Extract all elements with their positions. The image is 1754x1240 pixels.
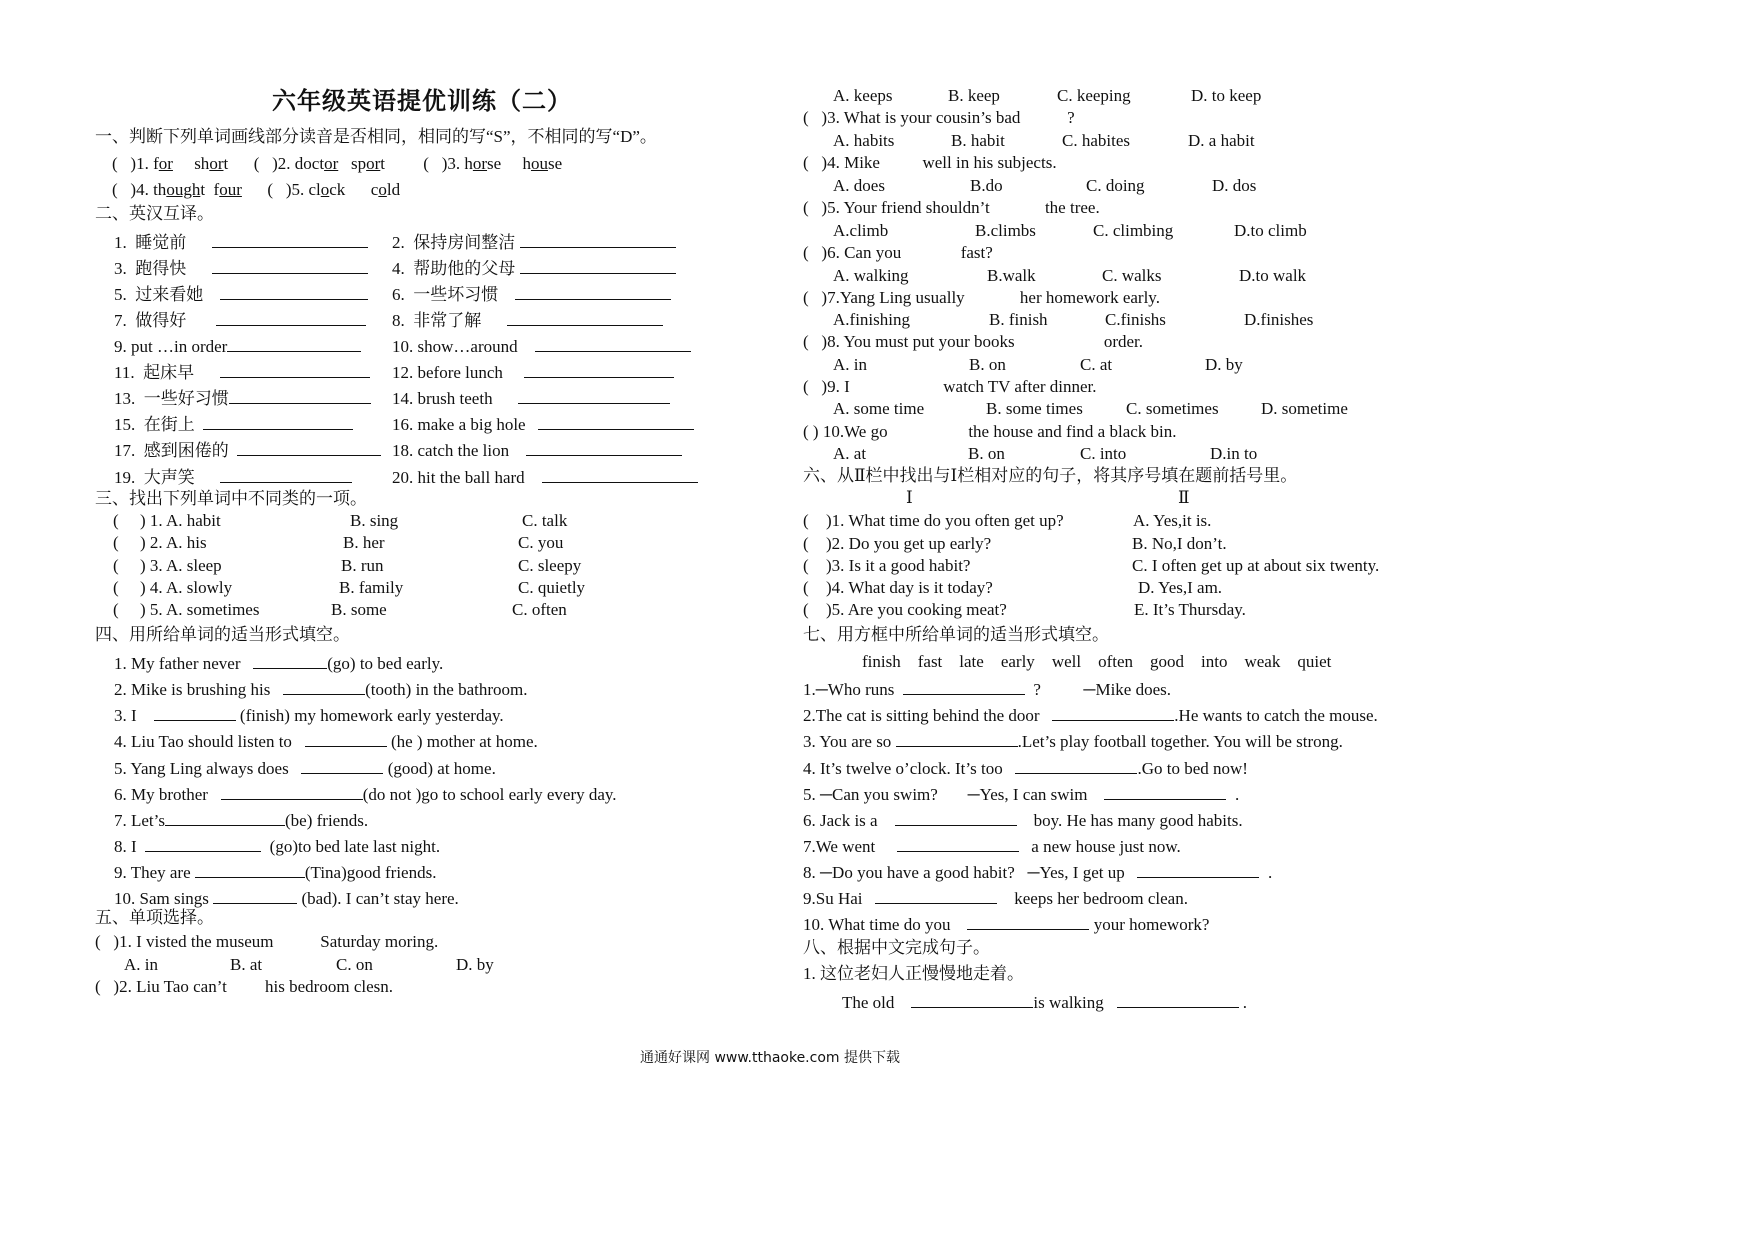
s4-item: 10. Sam sings (bad). I can’t stay here. [114,889,459,908]
s6-paren: ( [803,556,809,575]
s5-q10-opt-a: A. at [833,444,867,463]
s7-item: 5. ─Can you swim? ─Yes, I can swim . [803,785,1240,804]
s5-q3-opt-d: D. a habit [1188,131,1255,150]
s5-q3: ( )3. What is your cousin’s bad ? [803,108,1075,127]
s5-q4-opt-a: A. does [833,176,885,195]
s5-q1-opt-a: A. in [124,955,158,974]
s5-q3-opt-a: A. habits [833,131,895,150]
s6-answer: D. Yes,I am. [1138,578,1223,597]
s5-q4-opt-b: B.do [970,176,1003,195]
s5-q7-opt-a: A.finishing [833,310,910,329]
s5-q5-opt-b: B.climbs [975,221,1036,240]
s5-q2-opt-b: B. keep [948,86,1000,105]
s5-q2-opt-c: C. keeping [1057,86,1131,105]
s2-item: 11. 起床早 [114,361,370,383]
s5-q6-opt-d: D.to walk [1239,266,1307,285]
s6-paren: ( [803,511,809,530]
s5-q4-opt-d: D. dos [1212,176,1257,195]
section-2-heading: 二、英汉互译。 [95,204,214,223]
s5-q8-opt-d: D. by [1205,355,1243,374]
s7-item: 1.─Who runs ? ─Mike does. [803,680,1172,699]
s5-q9-opt-c: C. sometimes [1126,399,1219,418]
s5-q6-opt-b: B.walk [987,266,1036,285]
s4-item: 8. I (go)to bed late last night. [114,837,441,856]
section-1-heading: 一、判断下列单词画线部分读音是否相同，相同的写“S”，不相同的写“D”。 [95,127,657,146]
s8-q1-english: The old is walking . [842,993,1248,1012]
s3-paren: ( [113,556,119,575]
s5-q10-opt-d: D.in to [1210,444,1258,463]
s5-q5-opt-d: D.to climb [1234,221,1307,240]
s5-q2-opt-a: A. keeps [833,86,893,105]
s5-q7-opt-b: B. finish [989,310,1048,329]
s2-item: 19. 大声笑 [114,466,352,488]
s3-option-a: ) 2. A. his [140,533,207,552]
s2-item: 9. put …in order [114,335,361,357]
s7-word-bank: finish fast late early well often good into weak quiet [862,652,1332,671]
s5-q10-opt-c: C. into [1080,444,1127,463]
s6-question: )1. What time do you often get up? [826,511,1064,530]
s4-item: 1. My father never (go) to bed early. [114,654,444,673]
s4-item: 3. I (finish) my homework early yesterday. [114,706,504,725]
s8-q1: 1. 这位老妇人正慢慢地走着。 [803,964,1024,983]
s5-q8-opt-b: B. on [969,355,1006,374]
s6-column-1-label: Ⅰ [906,488,913,507]
s7-item: 8. ─Do you have a good habit? ─Yes, I get up . [803,863,1273,882]
s2-item: 10. show…around [392,335,691,357]
s3-paren: ( [113,600,119,619]
s3-option-c: C. you [518,533,564,552]
s5-q1-opt-c: C. on [336,955,373,974]
s4-item: 2. Mike is brushing his (tooth) in the bathroom. [114,680,528,699]
s3-option-c: C. talk [522,511,568,530]
s6-question: )2. Do you get up early? [826,534,992,553]
s7-item: 10. What time do you your homework? [803,915,1210,934]
s2-item: 17. 感到困倦的 [114,439,381,461]
s5-q6: ( )6. Can you fast? [803,243,993,262]
s5-q8: ( )8. You must put your books order. [803,332,1144,351]
s5-q7-opt-d: D.finishes [1244,310,1314,329]
s2-item: 18. catch the lion [392,439,682,461]
s5-q9-opt-d: D. sometime [1261,399,1348,418]
s5-q6-opt-c: C. walks [1102,266,1162,285]
s6-paren: ( [803,534,809,553]
section-4-heading: 四、用所给单词的适当形式填空。 [95,625,350,644]
s3-option-b: B. family [339,578,404,597]
s5-q1: ( )1. I visted the museum Saturday moring. [95,932,439,951]
s2-item: 12. before lunch [392,361,674,383]
s3-option-b: B. some [331,600,387,619]
s2-item: 20. hit the ball hard [392,466,698,488]
s4-item: 9. They are (Tina)good friends. [114,863,437,882]
section-7-heading: 七、用方框中所给单词的适当形式填空。 [803,625,1109,644]
s3-paren: ( [113,511,119,530]
s5-q1-opt-b: B. at [230,955,263,974]
s1-row-2: ( )4. thought four ( )5. clock cold [112,180,401,199]
s5-q6-opt-a: A. walking [833,266,909,285]
s3-option-b: B. run [341,556,384,575]
s7-item: 3. You are so .Let’s play football together. You will be strong. [803,732,1343,751]
s2-item: 8. 非常了解 [392,309,663,331]
s2-item: 4. 帮助他的父母 [392,257,676,279]
s6-question: )4. What day is it today? [826,578,993,597]
s4-item: 6. My brother (do not )go to school early every day. [114,785,617,804]
page-title: 六年级英语提优训练（二） [272,89,572,115]
s6-answer: C. I often get up at about six twenty. [1132,556,1380,575]
s3-paren: ( [113,578,119,597]
s6-question: )5. Are you cooking meat? [826,600,1007,619]
s3-option-a: ) 1. A. habit [140,511,221,530]
section-8-heading: 八、根据中文完成句子。 [803,938,990,957]
footer-source: 通通好课网 www.tthaoke.com 提供下载 [640,1050,900,1066]
s2-item: 16. make a big hole [392,413,694,435]
s5-q5-opt-c: C. climbing [1093,221,1174,240]
s4-item: 5. Yang Ling always does (good) at home. [114,759,496,778]
s7-item: 9.Su Hai keeps her bedroom clean. [803,889,1188,908]
s6-answer: A. Yes,it is. [1133,511,1212,530]
s5-q4-opt-c: C. doing [1086,176,1145,195]
s3-option-b: B. sing [350,511,399,530]
s5-q2: ( )2. Liu Tao can’t his bedroom clesn. [95,977,393,996]
s3-option-c: C. often [512,600,567,619]
s5-q2-opt-d: D. to keep [1191,86,1262,105]
s5-q9-opt-a: A. some time [833,399,925,418]
s5-q9-opt-b: B. some times [986,399,1083,418]
s3-paren: ( [113,533,119,552]
s5-q8-opt-a: A. in [833,355,867,374]
s5-q8-opt-c: C. at [1080,355,1113,374]
s5-q5-opt-a: A.climb [833,221,889,240]
s5-q3-opt-b: B. habit [951,131,1005,150]
s3-option-c: C. sleepy [518,556,582,575]
s6-question: )3. Is it a good habit? [826,556,971,575]
s2-item: 6. 一些坏习惯 [392,283,671,305]
s5-q4: ( )4. Mike well in his subjects. [803,153,1057,172]
s6-paren: ( [803,600,809,619]
s5-q10-opt-b: B. on [968,444,1005,463]
s4-item: 7. Let’s (be) friends. [114,811,369,830]
s5-q3-opt-c: C. habites [1062,131,1130,150]
s7-item: 7.We went a new house just now. [803,837,1181,856]
s2-item: 5. 过来看她 [114,283,368,305]
section-3-heading: 三、找出下列单词中不同类的一项。 [95,489,367,508]
s3-option-c: C. quietly [518,578,586,597]
s6-answer: B. No,I don’t. [1132,534,1227,553]
s3-option-a: ) 5. A. sometimes [140,600,260,619]
s4-item: 4. Liu Tao should listen to (he ) mother at home. [114,732,538,751]
s2-item: 3. 跑得快 [114,257,368,279]
s6-paren: ( [803,578,809,597]
s2-item: 7. 做得好 [114,309,366,331]
s3-option-b: B. her [343,533,385,552]
s2-item: 2. 保持房间整洁 [392,231,676,253]
s5-q7: ( )7.Yang Ling usually her homework early. [803,288,1160,307]
s6-answer: E. It’s Thursday. [1134,600,1246,619]
s7-item: 2.The cat is sitting behind the door .He wants to catch the mouse. [803,706,1378,725]
s2-item: 1. 睡觉前 [114,231,368,253]
s2-item: 14. brush teeth [392,387,670,409]
s3-option-a: ) 4. A. slowly [140,578,233,597]
s6-column-2-label: Ⅱ [1178,488,1190,507]
s7-item: 6. Jack is a boy. He has many good habits. [803,811,1243,830]
s5-q10: ( ) 10.We go the house and find a black bin. [803,422,1177,441]
s5-q9: ( )9. I watch TV after dinner. [803,377,1097,396]
s2-item: 13. 一些好习惯 [114,387,371,409]
section-5-heading: 五、单项选择。 [95,908,214,927]
s5-q1-opt-d: D. by [456,955,494,974]
s7-item: 4. It’s twelve o’clock. It’s too .Go to bed now! [803,759,1248,778]
s5-q7-opt-c: C.finishs [1105,310,1166,329]
s2-item: 15. 在街上 [114,413,353,435]
s1-row-1: ( )1. for short ( )2. doctor sport ( )3. horse house [112,154,563,173]
section-6-heading: 六、从Ⅱ栏中找出与Ⅰ栏相对应的句子，将其序号填在题前括号里。 [803,466,1298,485]
s5-q5: ( )5. Your friend shouldn’t the tree. [803,198,1100,217]
s3-option-a: ) 3. A. sleep [140,556,222,575]
